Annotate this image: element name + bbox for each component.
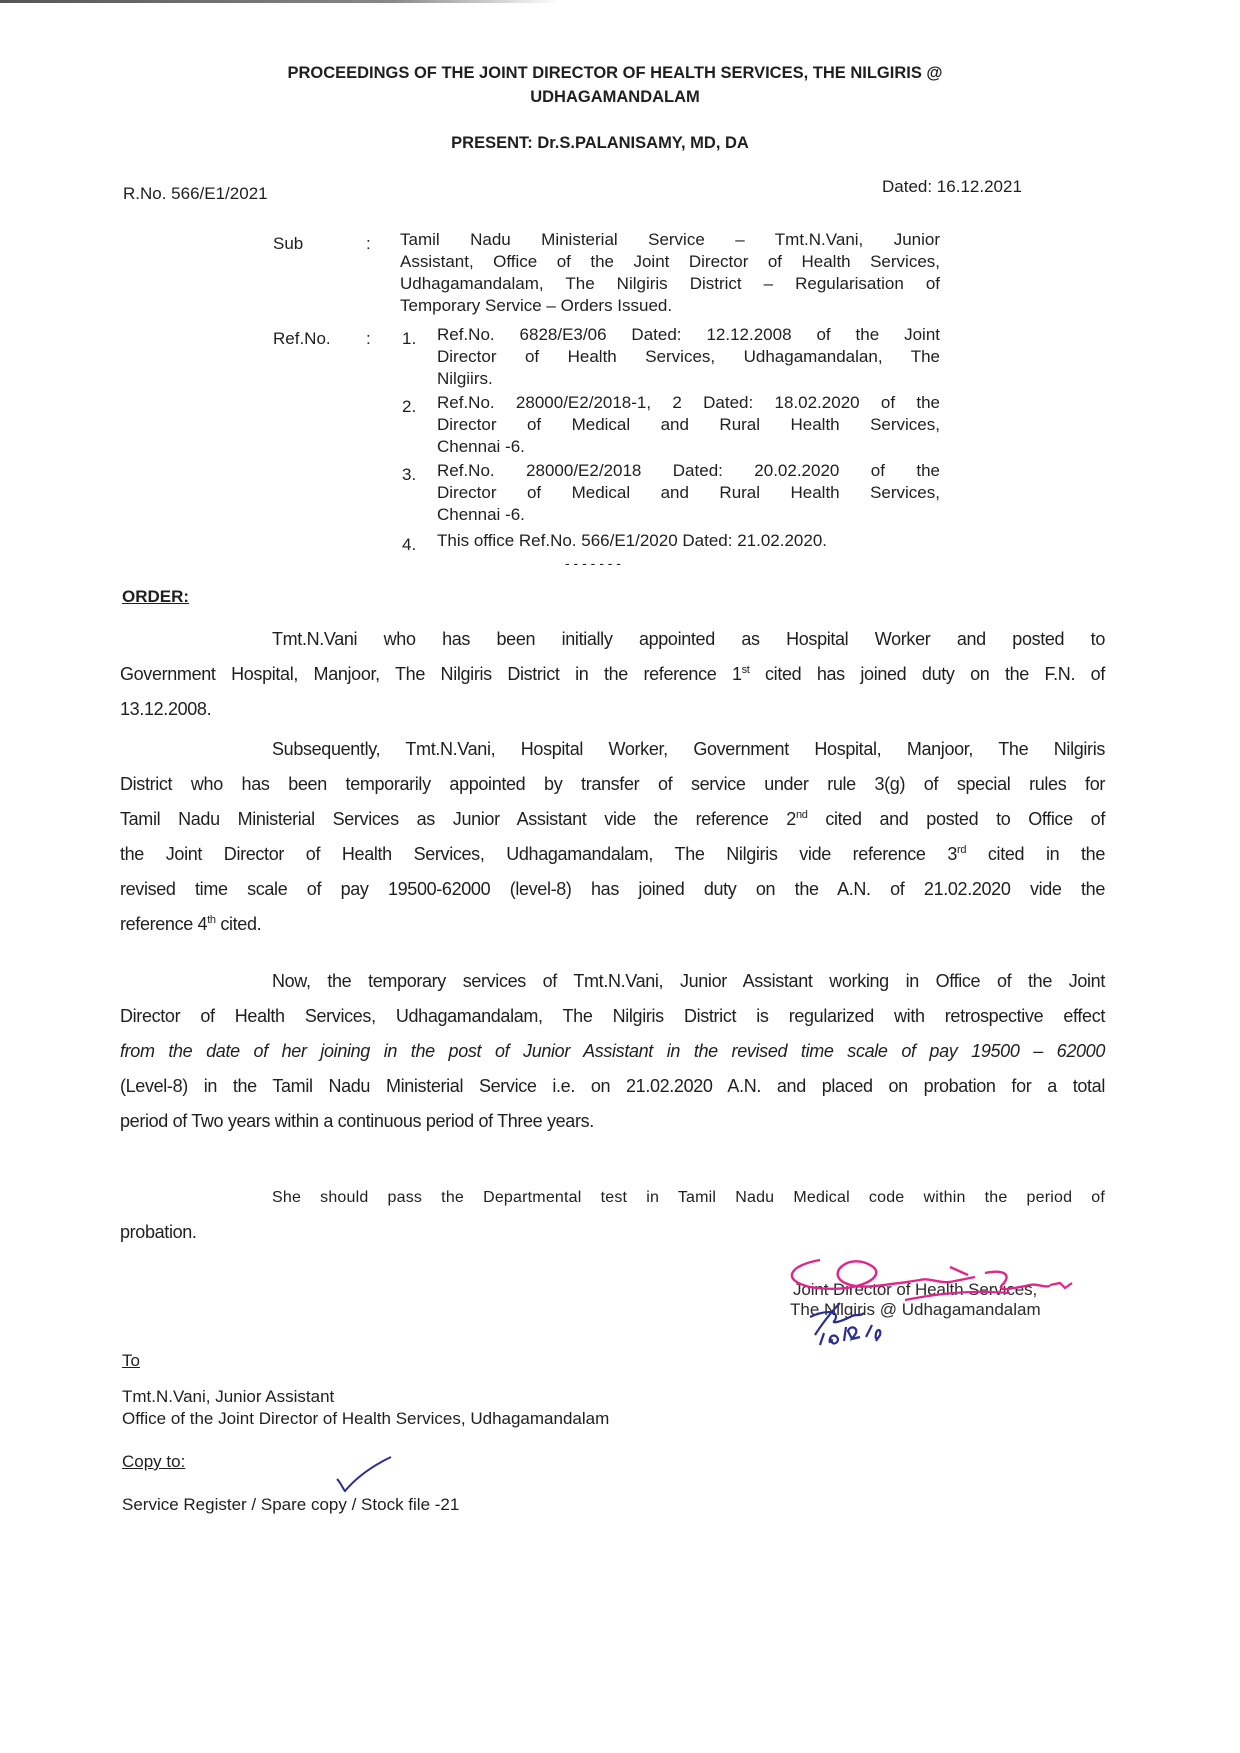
addressee-line-2: Office of the Joint Director of Health Services, Udhagamandalam xyxy=(122,1409,610,1428)
paragraph-text: She should pass the Departmental test in Tamil Nadu Medical code within the period of xyxy=(272,1189,1105,1206)
reference-number-4: 4. xyxy=(402,535,417,554)
signatory-designation: Joint Director of Health Services, xyxy=(793,1280,1038,1299)
subject-line: Tamil Nadu Ministerial Service – Tmt.N.Vani, Junior xyxy=(400,230,940,249)
addressee-line-1: Tmt.N.Vani, Junior Assistant xyxy=(122,1387,335,1406)
signature-stroke xyxy=(950,1267,968,1275)
subject-label: Sub xyxy=(273,234,304,253)
copy-to-list: Service Register / Spare copy / Stock file -21 xyxy=(122,1495,460,1514)
to-label: To xyxy=(122,1351,140,1370)
reference-number: R.No. 566/E1/2021 xyxy=(123,184,268,203)
ordinal-suffix: st xyxy=(741,664,750,676)
page-title-line-1: PROCEEDINGS OF THE JOINT DIRECTOR OF HEALTH SERVICES, THE NILGIRIS @ xyxy=(287,64,943,82)
signatory-place: The Nilgiris @ Udhagamandalam xyxy=(790,1300,1041,1319)
reference-line: Ref.No. 28000/E2/2018-1, 2 Dated: 18.02.2020 of the xyxy=(437,393,940,412)
signature-stroke xyxy=(985,1272,1050,1289)
reference-line: Chennai -6. xyxy=(437,505,525,524)
subject-colon: : xyxy=(366,234,371,253)
copy-to-label: Copy to: xyxy=(122,1452,186,1471)
reference-line: Chennai -6. xyxy=(437,437,525,456)
reference-line: Nilgiirs. xyxy=(437,369,493,388)
order-paragraph-2 xyxy=(120,732,1105,942)
paragraph-text: the Joint Director of Health Services, Udhagamandalam, The Nilgiris vide reference 3 xyxy=(120,844,958,864)
subject-line: Udhagamandalam, The Nilgiris District – Regularisation of xyxy=(400,274,940,293)
paragraph-text: cited and posted to Office of xyxy=(807,809,1105,829)
paragraph-text: Tmt.N.Vani who has been initially appointed as Hospital Worker and posted to xyxy=(272,629,1105,649)
reference-line: Director of Medical and Rural Health Services, xyxy=(437,483,940,502)
signature-stroke xyxy=(792,1260,975,1289)
paragraph-text: reference 4 xyxy=(120,914,208,934)
order-date: Dated: 16.12.2021 xyxy=(882,177,1022,196)
checkmark-stroke xyxy=(337,1457,391,1491)
reference-number-2: 2. xyxy=(402,397,417,416)
order-paragraph-4 xyxy=(120,1180,1105,1215)
paragraph-text: Director of Health Services, Udhagamandalam, The Nilgiris District is regularized with retrospective effect xyxy=(120,1006,1105,1026)
page-title-line-2: UDHAGAMANDALAM xyxy=(530,88,700,106)
paragraph-text: Government Hospital, Manjoor, The Nilgiris District in the reference 1 xyxy=(120,664,742,684)
reference-item-4 xyxy=(437,530,940,552)
signature-stroke xyxy=(905,1292,1010,1300)
paragraph-text: District who has been temporarily appointed by transfer of service under rule 3(g) of special rules for xyxy=(120,774,1105,794)
reference-number-1: 1. xyxy=(402,329,417,348)
ordinal-suffix: rd xyxy=(957,844,967,856)
paragraph-text: Now, the temporary services of Tmt.N.Vani, Junior Assistant working in Office of the Joint xyxy=(272,971,1105,991)
reference-line: Ref.No. 28000/E2/2018 Dated: 20.02.2020 of the xyxy=(437,461,940,480)
order-paragraph-1 xyxy=(120,622,1105,727)
scan-edge-line xyxy=(0,0,560,3)
subject-line: Assistant, Office of the Joint Director of Health Services, xyxy=(400,252,940,271)
paragraph-text: from the date of her joining in the post of Junior Assistant in the revised time scale of pay 19500 – 62000 xyxy=(120,1041,1105,1061)
reference-line: This office Ref.No. 566/E1/2020 Dated: 21.02.2020. xyxy=(437,531,828,550)
present-line: PRESENT: Dr.S.PALANISAMY, MD, DA xyxy=(451,134,749,152)
separator-dashes: - - - - - - - xyxy=(565,555,621,571)
checkmark-icon xyxy=(335,1455,395,1503)
paragraph-text: 13.12.2008. xyxy=(120,699,212,719)
references-label: Ref.No. xyxy=(273,329,331,348)
subject-text xyxy=(400,229,940,317)
reference-line: Ref.No. 6828/E3/06 Dated: 12.12.2008 of the Joint xyxy=(437,325,940,344)
paragraph-text: cited in the xyxy=(966,844,1106,864)
initials-date-stroke xyxy=(820,1325,880,1345)
subject-line: Temporary Service – Orders Issued. xyxy=(400,296,673,315)
paragraph-text: cited. xyxy=(215,914,262,934)
references-colon: : xyxy=(366,329,371,348)
order-heading: ORDER: xyxy=(122,587,190,606)
paragraph-text: Subsequently, Tmt.N.Vani, Hospital Worker, Government Hospital, Manjoor, The Nilgiris xyxy=(272,739,1105,759)
order-paragraph-3 xyxy=(120,964,1105,1139)
ordinal-suffix: nd xyxy=(795,809,808,821)
paragraph-text: Tamil Nadu Ministerial Services as Junior Assistant vide the reference 2 xyxy=(120,809,796,829)
paragraph-text: probation. xyxy=(120,1222,197,1242)
reference-item-3 xyxy=(437,460,940,526)
reference-item-1 xyxy=(437,324,940,390)
reference-line: Director of Medical and Rural Health Services, xyxy=(437,415,940,434)
reference-number-3: 3. xyxy=(402,465,417,484)
reference-item-2 xyxy=(437,392,940,458)
signature-stroke xyxy=(1050,1283,1072,1288)
paragraph-text: cited has joined duty on the F.N. of xyxy=(749,664,1105,684)
paragraph-text: revised time scale of pay 19500-62000 (level-8) has joined duty on the A.N. of 21.02.2020 vide the xyxy=(120,879,1105,899)
paragraph-text: period of Two years within a continuous period of Three years. xyxy=(120,1111,594,1131)
paragraph-text: (Level-8) in the Tamil Nadu Ministerial Service i.e. on 21.02.2020 A.N. and placed on probation for a total xyxy=(120,1076,1105,1096)
ordinal-suffix: th xyxy=(207,914,216,926)
handwritten-signature xyxy=(780,1255,1120,1385)
reference-line: Director of Health Services, Udhagamandalan, The xyxy=(437,347,940,366)
